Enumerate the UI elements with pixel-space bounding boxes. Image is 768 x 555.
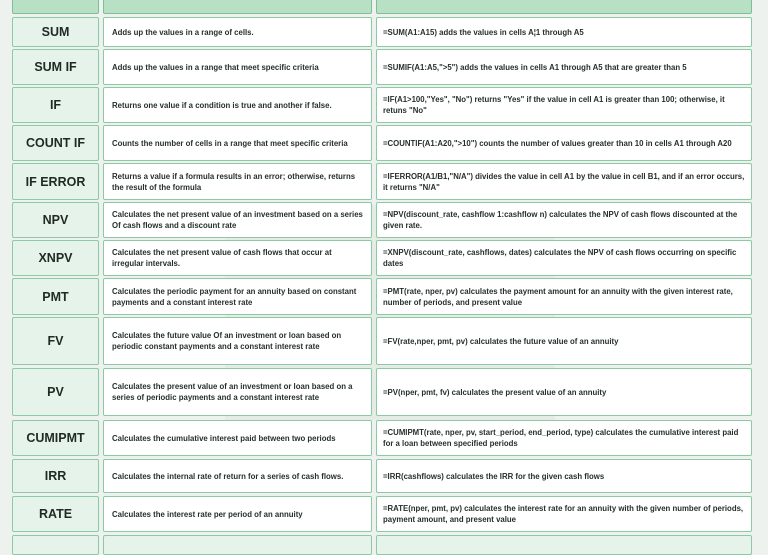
example-text: =SUMIF(A1:A5,">5") adds the values in cells A1 through A5 that are greater than 5 <box>383 62 687 72</box>
header-description-cell <box>103 0 372 14</box>
table-row <box>12 459 752 493</box>
description-cell <box>103 163 372 200</box>
example-cell <box>376 420 752 456</box>
description-cell <box>103 125 372 161</box>
example-cell-partial <box>376 535 752 555</box>
description-text: Adds up the values in a range that meet specific criteria <box>112 62 319 72</box>
example-cell <box>376 240 752 276</box>
example-text: =CUMIPMT(rate, nper, pv, start_period, end_period, type) calculates the cumulative interest paid for a loan between specified periods <box>383 428 739 448</box>
example-text: =IF(A1>100,"Yes", "No") returns "Yes" if the value in cell A1 is greater than 100; otherwise, it retuns "No" <box>383 95 725 115</box>
description-text: Calculates the present value of an investment or loan based on a series of periodic payments and a constant interest rate <box>112 382 353 402</box>
function-name: RATE <box>12 496 99 532</box>
description-text: Calculates the cumulative interest paid between two periods <box>112 433 336 443</box>
description-text: Adds up the values in a range of cells. <box>112 27 254 37</box>
description-text: Returns a value if a formula results in an error; otherwise, returns the result of the formula <box>112 171 356 192</box>
example-text: =NPV(discount_rate, cashflow 1:cashflow n) calculates the NPV of cash flows discounted at the given rate. <box>383 210 738 230</box>
description-text: Counts the number of cells in a range that meet specific criteria <box>112 138 348 148</box>
description-text: Calculates the internal rate of return for a series of cash flows. <box>112 471 344 481</box>
description-cell <box>103 368 372 416</box>
table-row <box>12 163 752 200</box>
description-text: Returns one value if a condition is true and another if false. <box>112 100 332 110</box>
function-name: IF ERROR <box>12 163 99 200</box>
example-text: =SUM(A1:A15) adds the values in cells A¦1 through A5 <box>383 27 584 37</box>
description-cell <box>103 17 372 47</box>
description-cell-partial <box>103 535 372 555</box>
example-cell <box>376 87 752 123</box>
description-cell <box>103 240 372 276</box>
description-text: Calculates the net present value of cash flows that occur at irregular intervals. <box>112 248 332 268</box>
function-name: COUNT IF <box>12 125 99 161</box>
function-name: PMT <box>12 278 99 315</box>
description-cell <box>103 459 372 493</box>
function-name: SUM <box>12 17 99 47</box>
description-cell <box>103 278 372 315</box>
example-text: =FV(rate,nper, pmt, pv) calculates the future value of an annuity <box>383 336 619 346</box>
table-row <box>12 87 752 123</box>
table-row <box>12 17 752 47</box>
table-header <box>12 0 752 14</box>
function-name: FV <box>12 317 99 365</box>
example-cell <box>376 49 752 85</box>
example-cell <box>376 278 752 315</box>
table-row <box>12 240 752 276</box>
function-name: CUMIPMT <box>12 420 99 456</box>
function-name: XNPV <box>12 240 99 276</box>
function-name: IF <box>12 87 99 123</box>
function-name: NPV <box>12 202 99 238</box>
description-cell <box>103 496 372 532</box>
description-text: Calculates the periodic payment for an annuity based on constant payments and a constant interest rate <box>112 286 357 307</box>
example-cell <box>376 317 752 365</box>
description-text: Calculates the net present value of an investment based on a series Of cash flows and a discount rate <box>112 210 363 230</box>
table-row <box>12 49 752 85</box>
description-cell <box>103 87 372 123</box>
example-cell <box>376 496 752 532</box>
example-text: =XNPV(discount_rate, cashflows, dates) calculates the NPV of cash flows occurring on specific dates <box>383 248 737 268</box>
description-text: Calculates the interest rate per period of an annuity <box>112 509 303 519</box>
description-cell <box>103 317 372 365</box>
table-row <box>12 368 752 416</box>
example-text: =PV(nper, pmt, fv) calculates the present value of an annuity <box>383 387 607 397</box>
table-row-partial <box>12 535 752 555</box>
function-name: IRR <box>12 459 99 493</box>
table-row <box>12 317 752 365</box>
example-text: =IRR(cashflows) calculates the IRR for the given cash flows <box>383 471 605 481</box>
example-cell <box>376 17 752 47</box>
table-row <box>12 496 752 532</box>
example-cell <box>376 368 752 416</box>
example-cell <box>376 202 752 238</box>
example-cell <box>376 125 752 161</box>
function-name-partial <box>12 535 99 555</box>
example-cell <box>376 459 752 493</box>
description-cell <box>103 49 372 85</box>
table-row <box>12 278 752 315</box>
example-text: =COUNTIF(A1:A20,">10") counts the number of values greater than 10 in cells A1 through A20 <box>383 138 732 148</box>
example-text: =IFERROR(A1/B1,"N/A") divides the value in cell A1 by the value in cell B1, and if an error occurs, it returns "N/A" <box>383 171 745 192</box>
example-cell <box>376 163 752 200</box>
description-cell <box>103 420 372 456</box>
table-row <box>12 420 752 456</box>
example-text: =RATE(nper, pmt, pv) calculates the interest rate for an annuity with the given number of periods, payment amount, and present value <box>383 504 744 524</box>
description-text: Calculates the future value Of an investment or loan based on periodic constant payments and a constant interest rate <box>112 331 342 351</box>
function-name: PV <box>12 368 99 416</box>
header-example-cell <box>376 0 752 14</box>
example-text: =PMT(rate, nper, pv) calculates the payment amount for an annuity with the given interest rate, number of periods, and present value <box>383 286 733 307</box>
description-cell <box>103 202 372 238</box>
table-row <box>12 202 752 238</box>
table-row <box>12 125 752 161</box>
function-name: SUM IF <box>12 49 99 85</box>
header-function-cell <box>12 0 99 14</box>
